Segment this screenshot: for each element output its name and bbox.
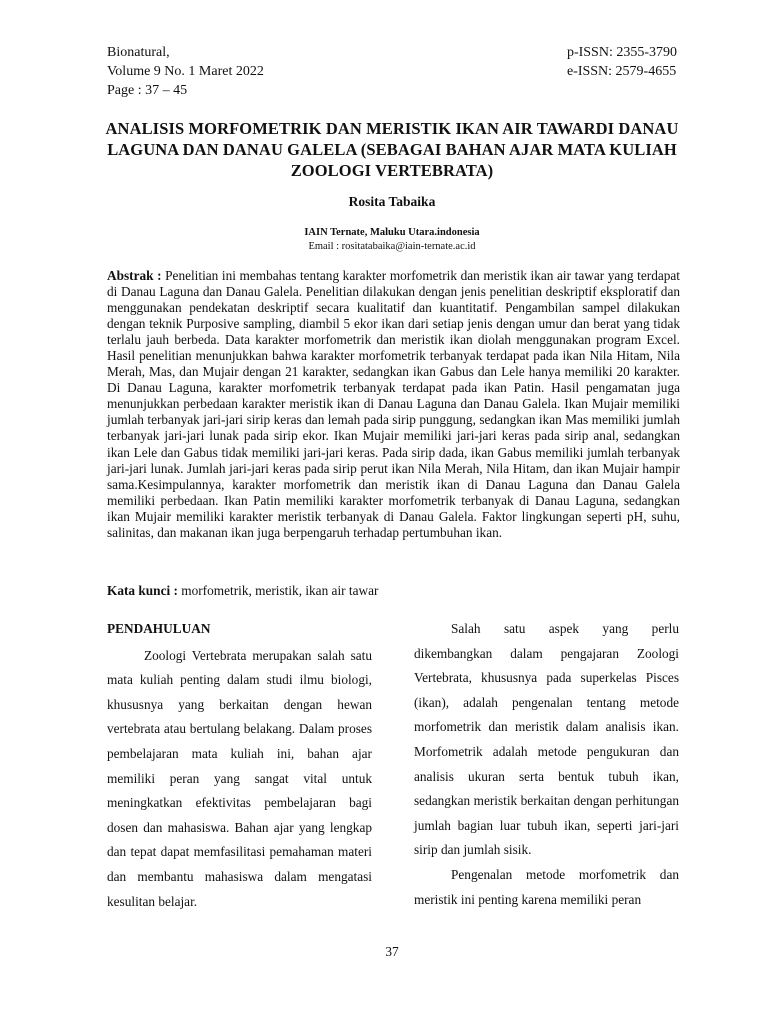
journal-pages: Page : 37 – 45 xyxy=(107,83,188,98)
left-column xyxy=(107,617,372,914)
keywords xyxy=(107,583,680,599)
author-email: Email : rositatabaika@iain-ternate.ac.id xyxy=(308,241,476,252)
abstract xyxy=(107,268,680,541)
keywords-label: Kata kunci : xyxy=(107,583,178,598)
keywords-text: morfometrik, meristik, ikan air tawar xyxy=(177,583,379,598)
body-paragraph-1: Salah satu aspek yang perlu dikembangkan dalam pengajaran Zoologi Vertebrata, khususnya pada superkelas Pisces (ikan), adalah pengenalan tentang metode morfometrik dan meristik dalam analisis ikan. Morfometrik adalah metode pengukuran dan analisis ukuran serta bentuk tubuh ikan, sedangkan meristik berkaitan dengan perhitungan jumlah bagian luar tubuh ikan, seperti jari-jari sirip dan jumlah sisik. xyxy=(414,621,679,858)
abstract-label: Abstrak : xyxy=(107,268,162,283)
journal-header-right xyxy=(567,43,677,81)
section-heading: PENDAHULUAN xyxy=(107,621,211,636)
abstract-text: Penelitian ini membahas tentang karakter morfometrik dan meristik ikan air tawar yang terdapat di Danau Laguna dan Danau Galela. Penelitian dilakukan dengan jenis penelitian deskriptif eksploratif dan menggunakan pendekatan deskriptif secara kualitatif dan kuantitatif. Pengambilan sampel dilakukan dengan teknik Purposive sampling, diambil 5 ekor ikan dari setiap jenis dengan umur dan berat yang tidak terlalu jauh berbeda. Data karakter morfometrik dan meristik ikan diolah menggunakan program Excel. Hasil penelitian menunjukkan bahwa karakter morfometrik terbanyak terdapat pada ikan Nila Hitam, Nila Merah, Mas, dan Mujair dengan 21 karakter, sedangkan ikan Gabus dan Lele hanya memiliki 20 karakter. Di Danau Laguna, karakter morfometrik terbanyak terdapat pada ikan Patin. Hasil pengamatan juga menunjukkan perbedaan karakter meristik ikan di Danau Laguna dan Danau Galela. Ikan Mujair memiliki jumlah terbanyak jari-jari sirip keras dan lemah pada sirip punggung, sedangkan ikan Mas memiliki jumlah terbanyak jari-jari lunak pada sirip ekor. Ikan Mujair memiliki jari-jari keras pada sirip anal, sedangkan ikan Lele dan Gabus tidak memiliki jari-jari keras. Pada sirip dada, ikan Gabus memiliki jumlah terbanyak jari-jari lunak. Jumlah jari-jari keras pada sirip perut ikan Nila Merah, Nila Hitam, dan ikan Mujair hampir sama.Kesimpulannya, karakter morfometrik dan meristik ikan di Danau Laguna dan Danau Galela memiliki perbedaan. Ikan Patin memiliki karakter morfometrik terbanyak di Danau Laguna, sedangkan ikan Mujair memiliki karakter meristik terbanyak di Danau Galela. Faktor lingkungan seperti pH, suhu, salinitas, dan makanan ikan juga berpengaruh terhadap pertumbuhan ikan. xyxy=(107,268,680,540)
page-number: 37 xyxy=(385,944,399,959)
journal-header-left xyxy=(107,43,264,100)
intro-paragraph: Zoologi Vertebrata merupakan salah satu mata kuliah penting dalam studi ilmu biologi, khususnya yang berkaitan dengan hewan vertebrata atau bertulang belakang. Dalam proses pembelajaran mata kuliah ini, bahan ajar memiliki peran yang sangat vital untuk meningkatkan efektivitas pembelajaran bagi dosen dan mahasiswa. Bahan ajar yang lengkap dan tepat dapat memfasilitasi pemahaman materi dan membantu mahasiswa dalam mengatasi kesulitan belajar. xyxy=(107,647,372,909)
e-issn: e-ISSN: 2579-4655 xyxy=(566,64,677,79)
author-name: Rosita Tabaika xyxy=(348,194,436,209)
p-issn: p-ISSN: 2355-3790 xyxy=(566,45,677,60)
journal-volume: Volume 9 No. 1 Maret 2022 xyxy=(107,64,264,79)
journal-name: Bionatural, xyxy=(107,45,170,60)
body-paragraph-2: Pengenalan metode morfometrik dan meristik ini penting karena memiliki peran xyxy=(414,866,679,907)
author-affiliation: IAIN Ternate, Maluku Utara.indonesia xyxy=(304,227,480,238)
paper-title: ANALISIS MORFOMETRIK DAN MERISTIK IKAN AIR TAWARDI DANAU LAGUNA DAN DANAU GALELA (SEBAGAI BAHAN AJAR MATA KULIAH ZOOLOGI VERTEBRATA) xyxy=(105,119,679,180)
right-column xyxy=(414,617,679,912)
